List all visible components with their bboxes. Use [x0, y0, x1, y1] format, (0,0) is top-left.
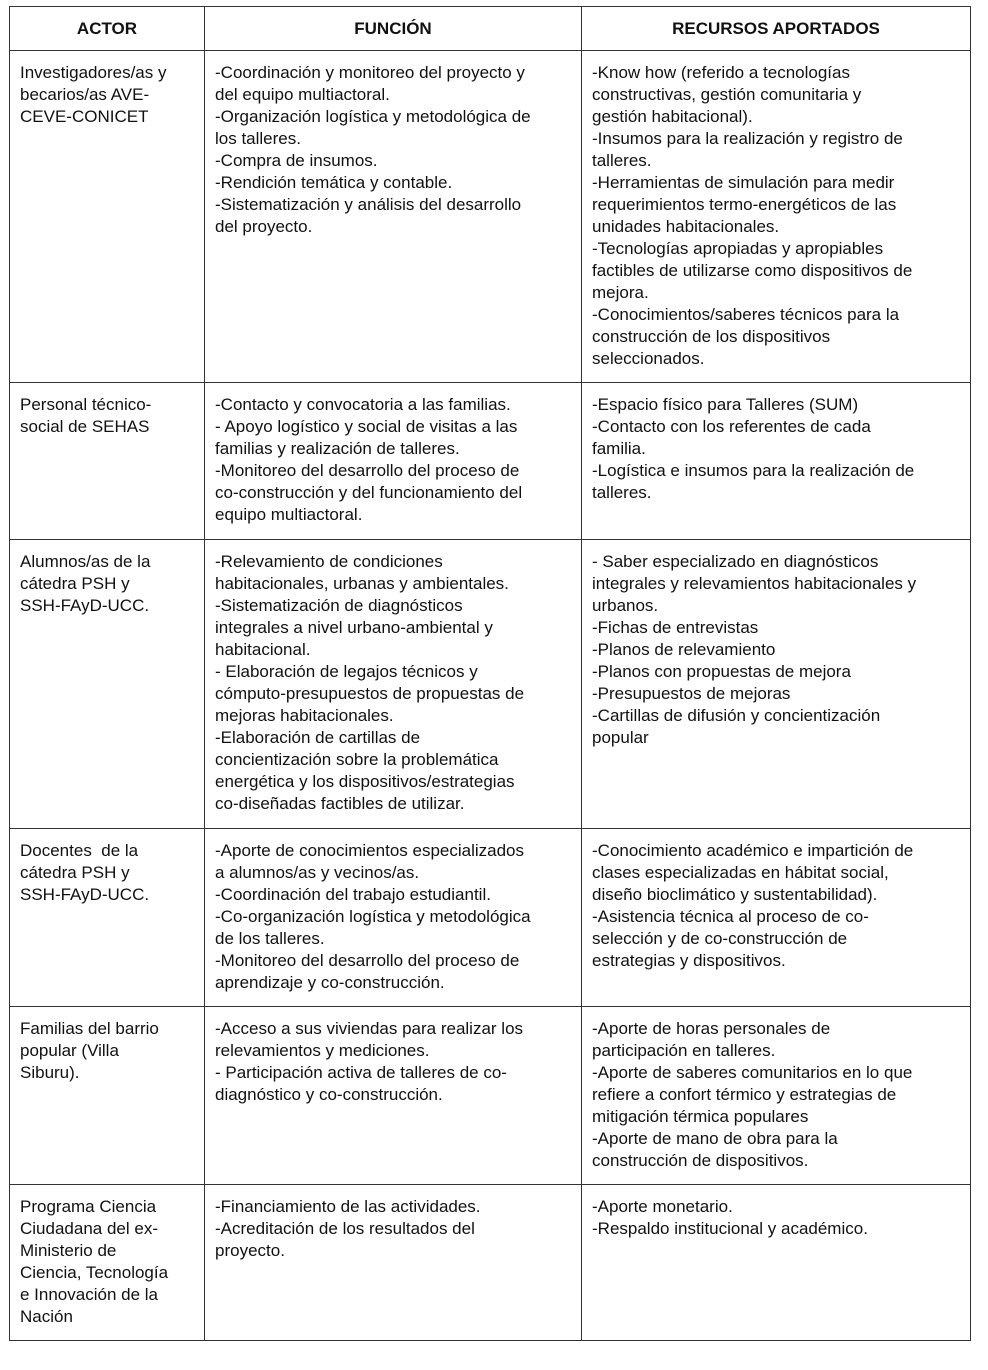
actor-cell: [10, 540, 205, 829]
funcion-cell: [205, 829, 582, 1007]
actor-line: CEVE-CONICET: [20, 107, 149, 126]
actor-line: becarios/as AVE-: [20, 85, 150, 104]
funcion-line: -Coordinación y monitoreo del proyecto y: [215, 63, 525, 82]
recursos-line: -Insumos para la realización y registro de: [592, 129, 903, 148]
funcion-line: habitacionales, urbanas y ambientales.: [215, 574, 509, 593]
table-header: [10, 7, 971, 51]
table-row: [10, 1007, 971, 1185]
funcion-line: -Organización logística y metodológica de: [215, 107, 531, 126]
recursos-cell: [582, 1007, 971, 1185]
funcion-line: - Participación activa de talleres de co-: [215, 1063, 507, 1082]
funcion-cell: [205, 540, 582, 829]
table-row: [10, 51, 971, 383]
recursos-cell: [582, 51, 971, 383]
recursos-line: -Tecnologías apropiadas y apropiables: [592, 239, 884, 258]
funcion-line: energética y los dispositivos/estrategias: [215, 772, 515, 791]
recursos-line: -Herramientas de simulación para medir: [592, 173, 895, 192]
actor-line: SSH-FAyD-UCC.: [20, 596, 150, 615]
actor-line: Ciudadana del ex-: [20, 1219, 158, 1238]
funcion-line: los talleres.: [215, 129, 301, 148]
recursos-line: -Aporte de mano de obra para la: [592, 1129, 838, 1148]
funcion-line: - Apoyo logístico y social de visitas a las: [215, 417, 518, 436]
funcion-line: -Elaboración de cartillas de: [215, 728, 421, 747]
funcion-line: -Monitoreo del desarrollo del proceso de: [215, 951, 520, 970]
recursos-line: - Saber especializado en diagnósticos: [592, 552, 879, 571]
actor-line: e Innovación de la: [20, 1285, 158, 1304]
funcion-cell: [205, 51, 582, 383]
funcion-line: -Acreditación de los resultados del: [215, 1219, 475, 1238]
funcion-line: diagnóstico y co-construcción.: [215, 1085, 443, 1104]
funcion-line: co-construcción y del funcionamiento del: [215, 483, 523, 502]
actor-line: Ciencia, Tecnología: [20, 1263, 169, 1282]
recursos-line: -Planos con propuestas de mejora: [592, 662, 851, 681]
funcion-line: mejoras habitacionales.: [215, 706, 394, 725]
recursos-cell: [582, 1185, 971, 1341]
actor-cell: [10, 383, 205, 540]
actor-line: Siburu).: [20, 1063, 80, 1082]
recursos-line: mejora.: [592, 283, 649, 302]
recursos-line: seleccionados.: [592, 349, 705, 368]
funcion-line: -Sistematización de diagnósticos: [215, 596, 463, 615]
recursos-line: participación en talleres.: [592, 1041, 776, 1060]
recursos-line: -Conocimientos/saberes técnicos para la: [592, 305, 900, 324]
actor-line: Programa Ciencia: [20, 1197, 157, 1216]
actor-line: SSH-FAyD-UCC.: [20, 885, 150, 904]
actor-line: Nación: [20, 1307, 73, 1326]
funcion-line: cómputo-presupuestos de propuestas de: [215, 684, 525, 703]
funcion-line: concientización sobre la problemática: [215, 750, 499, 769]
funcion-line: -Sistematización y análisis del desarrollo: [215, 195, 522, 214]
recursos-line: -Know how (referido a tecnologías: [592, 63, 850, 82]
recursos-line: -Respaldo institucional y académico.: [592, 1219, 868, 1238]
header-row: [10, 7, 971, 51]
recursos-line: -Espacio físico para Talleres (SUM): [592, 395, 859, 414]
recursos-line: -Contacto con los referentes de cada: [592, 417, 871, 436]
funcion-cell: [205, 1007, 582, 1185]
recursos-line: mitigación térmica populares: [592, 1107, 809, 1126]
header-funcion: FUNCIÓN: [205, 7, 582, 51]
actor-line: Investigadores/as y: [20, 63, 167, 82]
actor-line: Ministerio de: [20, 1241, 117, 1260]
recursos-line: factibles de utilizarse como dispositivos de: [592, 261, 913, 280]
recursos-line: -Aporte de saberes comunitarios en lo que: [592, 1063, 913, 1082]
actor-line: Personal técnico-: [20, 395, 152, 414]
recursos-line: estrategias y dispositivos.: [592, 951, 786, 970]
funcion-line: -Relevamiento de condiciones: [215, 552, 443, 571]
funcion-line: - Elaboración de legajos técnicos y: [215, 662, 478, 681]
funcion-cell: [205, 383, 582, 540]
table-row: [10, 1185, 971, 1341]
actor-cell: [10, 1007, 205, 1185]
funcion-line: -Rendición temática y contable.: [215, 173, 453, 192]
recursos-line: construcción de dispositivos.: [592, 1151, 809, 1170]
recursos-line: constructivas, gestión comunitaria y: [592, 85, 862, 104]
recursos-cell: [582, 829, 971, 1007]
actor-line: cátedra PSH y: [20, 863, 130, 882]
recursos-line: unidades habitacionales.: [592, 217, 780, 236]
recursos-line: -Cartillas de difusión y concientización: [592, 706, 881, 725]
funcion-line: de los talleres.: [215, 929, 325, 948]
recursos-line: selección y de co-construcción de: [592, 929, 848, 948]
funcion-line: del proyecto.: [215, 217, 313, 236]
funcion-line: -Monitoreo del desarrollo del proceso de: [215, 461, 520, 480]
funcion-line: relevamientos y mediciones.: [215, 1041, 430, 1060]
funcion-cell: [205, 1185, 582, 1341]
actor-cell: [10, 829, 205, 1007]
funcion-line: -Aporte de conocimientos especializados: [215, 841, 525, 860]
recursos-cell: [582, 540, 971, 829]
recursos-line: construcción de los dispositivos: [592, 327, 831, 346]
funcion-line: -Compra de insumos.: [215, 151, 378, 170]
actor-line: cátedra PSH y: [20, 574, 130, 593]
recursos-cell: [582, 383, 971, 540]
recursos-line: integrales y relevamientos habitacionales y: [592, 574, 917, 593]
recursos-line: clases especializadas en hábitat social,: [592, 863, 889, 882]
funcion-line: del equipo multiactoral.: [215, 85, 390, 104]
funcion-line: -Acceso a sus viviendas para realizar los: [215, 1019, 524, 1038]
actor-line: Docentes de la: [20, 841, 139, 860]
funcion-line: proyecto.: [215, 1241, 285, 1260]
actor-cell: [10, 1185, 205, 1341]
recursos-line: -Fichas de entrevistas: [592, 618, 759, 637]
table-row: [10, 829, 971, 1007]
actor-line: Familias del barrio: [20, 1019, 159, 1038]
actor-cell: [10, 51, 205, 383]
funcion-line: integrales a nivel urbano-ambiental y: [215, 618, 493, 637]
recursos-line: -Aporte monetario.: [592, 1197, 733, 1216]
recursos-line: urbanos.: [592, 596, 659, 615]
funcion-line: a alumnos/as y vecinos/as.: [215, 863, 420, 882]
recursos-line: talleres.: [592, 151, 652, 170]
funcion-line: familias y realización de talleres.: [215, 439, 460, 458]
recursos-line: -Asistencia técnica al proceso de co-: [592, 907, 869, 926]
recursos-line: talleres.: [592, 483, 652, 502]
recursos-line: familia.: [592, 439, 646, 458]
table-row: [10, 383, 971, 540]
funcion-line: -Coordinación del trabajo estudiantil.: [215, 885, 491, 904]
recursos-line: diseño bioclimático y sustentabilidad).: [592, 885, 878, 904]
funcion-line: -Financiamiento de las actividades.: [215, 1197, 481, 1216]
funcion-line: -Contacto y convocatoria a las familias.: [215, 395, 511, 414]
actor-line: popular (Villa: [20, 1041, 119, 1060]
recursos-line: -Aporte de horas personales de: [592, 1019, 831, 1038]
recursos-line: gestión habitacional).: [592, 107, 753, 126]
recursos-line: requerimientos termo-energéticos de las: [592, 195, 897, 214]
actor-line: Alumnos/as de la: [20, 552, 151, 571]
funcion-line: equipo multiactoral.: [215, 505, 363, 524]
actor-line: social de SEHAS: [20, 417, 150, 436]
table-body: [10, 51, 971, 1341]
header-actor: ACTOR: [10, 7, 205, 51]
funcion-line: aprendizaje y co-construcción.: [215, 973, 445, 992]
funcion-line: co-diseñadas factibles de utilizar.: [215, 794, 465, 813]
actors-table: [9, 6, 971, 1341]
funcion-line: -Co-organización logística y metodológica: [215, 907, 531, 926]
header-recursos: RECURSOS APORTADOS: [582, 7, 971, 51]
recursos-line: -Logística e insumos para la realización de: [592, 461, 915, 480]
recursos-line: refiere a confort térmico y estrategias de: [592, 1085, 897, 1104]
table-row: [10, 540, 971, 829]
recursos-line: -Presupuestos de mejoras: [592, 684, 791, 703]
recursos-line: -Conocimiento académico e impartición de: [592, 841, 914, 860]
funcion-line: habitacional.: [215, 640, 311, 659]
recursos-line: popular: [592, 728, 649, 747]
recursos-line: -Planos de relevamiento: [592, 640, 776, 659]
